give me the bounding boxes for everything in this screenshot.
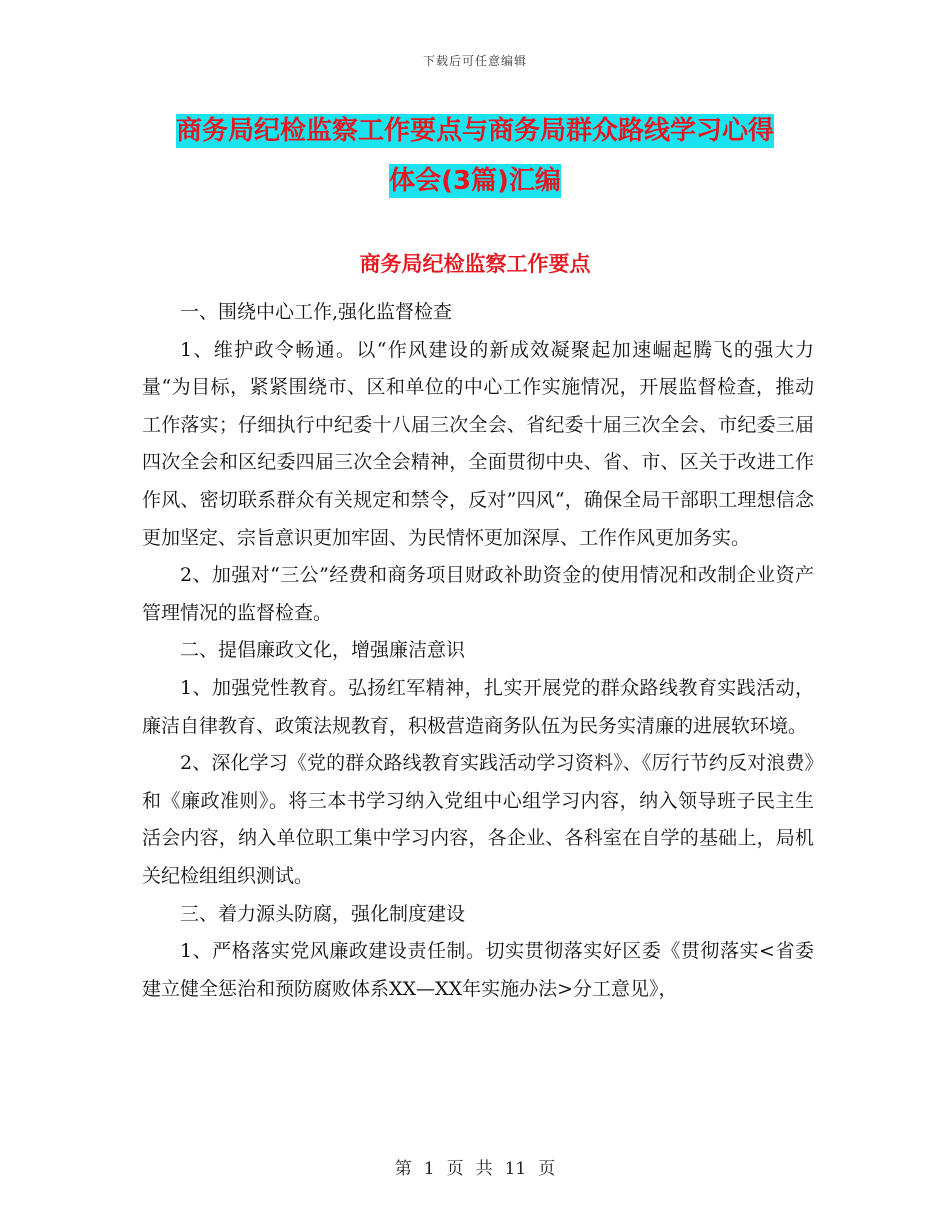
footer-label-total: 共	[475, 1159, 493, 1179]
document-title	[140, 106, 810, 206]
paragraph: 2、加强对“三公”经费和商务项目财政补助资金的使用情况和改制企业资产管理情况的监督检查。	[142, 564, 814, 624]
paragraph-heading-2: 二、提倡廉政文化，增强廉洁意识	[180, 639, 466, 662]
footer-current-page: 1	[423, 1159, 435, 1179]
footer-label-unit-end: 页	[538, 1159, 556, 1179]
paragraph: 1、严格落实党风廉政建设责任制。切实贯彻落实好区委《贯彻落实<省委建立健全惩治和预防腐败体系XX—XX年实施办法>分工意见》，	[142, 940, 814, 1000]
document-title-line-1: 商务局纪检监察工作要点与商务局群众路线学习心得	[175, 116, 774, 146]
paragraph-heading-1: 一、围绕中心工作,强化监督检查	[180, 301, 453, 323]
paragraph: 1、维护政令畅通。以“作风建设的新成效凝聚起加速崛起腾飞的强大力量“为目标，紧紧围绕市、区和单位的中心工作实施情况，开展监督检查，推动工作落实；仔细执行中纪委十八届三次全会、省纪委十届三次全会、市纪委三届四次全会和区纪委四届三次全会精神，全面贯彻中央、省、市、区关于改进工作作风、密切联系群众有关规定和禁令，反对”四风“，确保全局干部职工理想信念更加坚定、宗旨意识更加牢固、为民情怀更加深厚、工作作风更加务实。	[142, 338, 814, 549]
header-note: 下载后可任意编辑	[422, 54, 527, 68]
paragraph-heading-3: 三、着力源头防腐，强化制度建设	[180, 902, 466, 925]
footer-total-pages: 11	[504, 1159, 527, 1179]
document-title-line-2: 体会(3篇)汇编	[389, 166, 561, 196]
paragraph: 1、加强党性教育。弘扬红军精神，扎实开展党的群众路线教育实践活动，廉洁自律教育、政策法规教育，积极营造商务队伍为民务实清廉的进展软环境。	[142, 676, 814, 737]
document-body	[142, 294, 814, 1008]
page-footer	[0, 1154, 950, 1179]
footer-label-page: 第	[394, 1159, 412, 1179]
footer-label-unit: 页	[446, 1159, 464, 1179]
paragraph: 2、深化学习《党的群众路线教育实践活动学习资料》、《厉行节约反对浪费》和《廉政准则》。将三本书学习纳入党组中心组学习内容，纳入领导班子民主生活会内容，纳入单位职工集中学习内容，各企业、各科室在自学的基础上，局机关纪检组组织测试。	[142, 752, 814, 887]
section-title: 商务局纪检监察工作要点	[359, 252, 591, 276]
